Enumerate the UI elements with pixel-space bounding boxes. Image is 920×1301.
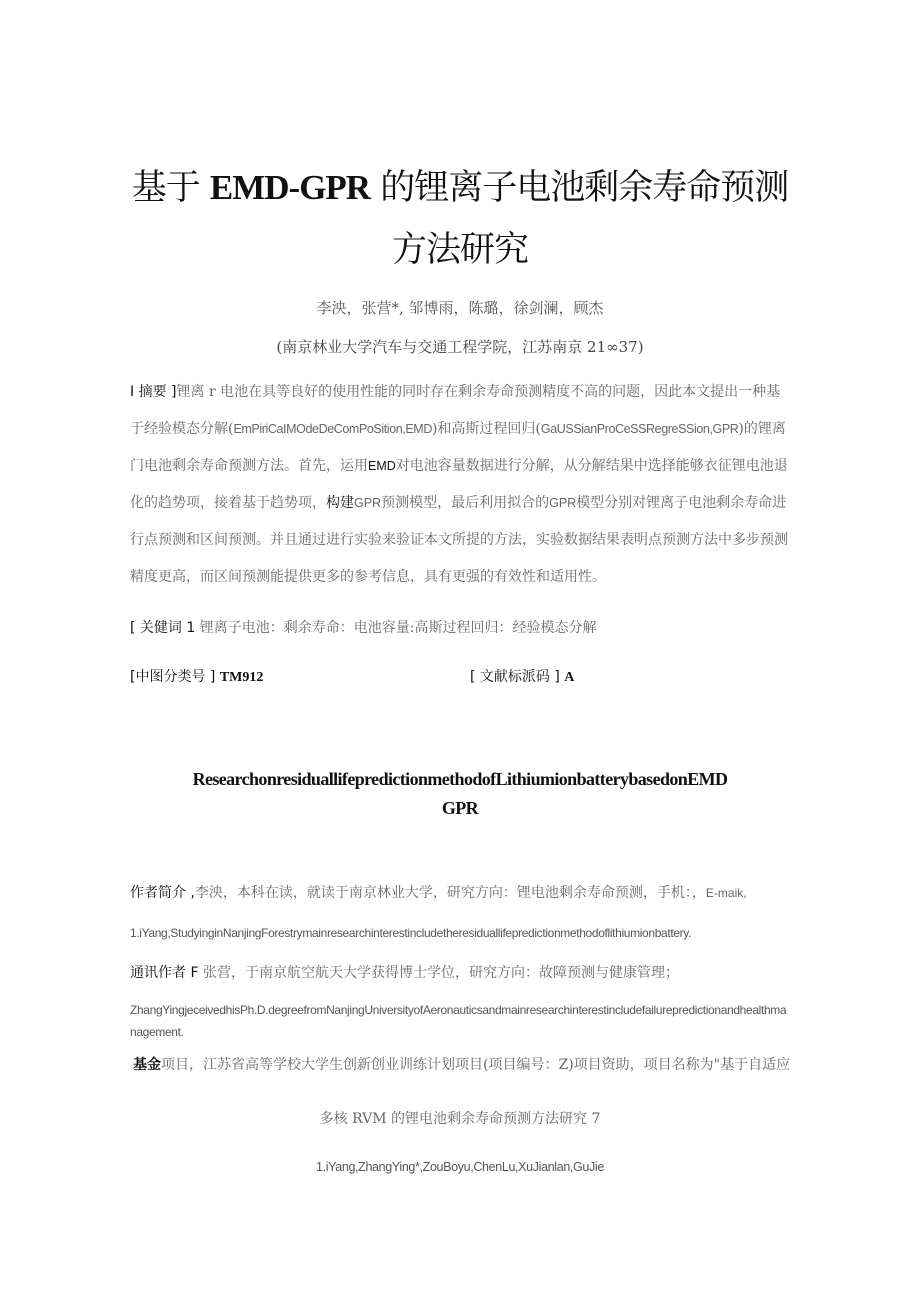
author-intro-en: 1.iYang,StudyinginNanjingForestrymainresearchinterestincludetheresiduallifepredictionmethodoflithiumionbattery.	[130, 926, 692, 940]
title-en-term: EMD-GPR	[209, 168, 371, 207]
fund: 基金项目，江苏省高等学校大学生创新创业训练计划项目(项目编号：Z)项目资助，项目名称为"基于自适应	[133, 1057, 791, 1073]
document-code-label: [ 文献标派码 ]	[470, 669, 560, 685]
paper-title-line2: 方法研究	[391, 230, 528, 270]
title-suffix: 的锂离子电池剩余寿命预测	[380, 168, 789, 208]
author-intro-label: 作者简介 ,	[130, 885, 195, 901]
document-code-value: A	[564, 670, 575, 685]
affiliation: (南京林业大学汽车与交通工程学院，江苏南京 21∞37)	[276, 338, 644, 356]
corresponding-author-en: ZhangYingjeceivedhisPh.D.degreefromNanjingUniversityofAeronauticsandmainresearchinterestincludefailurepredictionandhealthmanagement.	[130, 1003, 787, 1039]
abstract: I 摘要 ]锂离 r 电池在具等良好的使用性能的同时存在剩余寿命预测精度不高的问题，因此本文提出一种基于经验模态分解(EmPiriCaIMOdeDeComPoSition,EMD)和高斯过程回归(GaUSSianProCeSSRegreSSion,GPR)的锂离门电池剩余寿命预测方法。首先，运用EMD对电池容量数据进行分解，从分解结果中选择能够衣征锂电池退化的趋势项，接着基于趋势项，构建GPR预测模型，最后利用拟合的GPR模型分别对锂离子电池剩余寿命进行点预测和区间预测。并且通过进行实验来验证本文所提的方法，实验数据结果表明点预测方法中多步预测精度更高，而区间预测能提供更多的参考信息，具有更强的有效性和适用性。	[130, 384, 788, 585]
author-intro: 作者简介 ,李泱，本科在读，就读于南京林业大学，研究方向：锂电池剩余寿命预测，手机：，E-maik,	[130, 885, 747, 901]
paper-title-line1	[0, 160, 920, 210]
keywords-text: 锂离子电池：剩余寿命：电池容量:高斯过程回归：经验模态分解	[199, 620, 597, 636]
english-title-line1: ResearchonresiduallifepredictionmethodofLithiumionbatterybasedonEMD	[192, 769, 728, 789]
classification-value: TM912	[219, 670, 264, 685]
fund-label-bold: 基金	[133, 1057, 161, 1073]
corresponding-author: 通讯作者 F 张营，于南京航空航天大学获得博士学位，研究方向：故障预测与健康管理；	[130, 965, 679, 981]
corresponding-label: 通讯作者 F	[130, 965, 199, 981]
classification-label: [中图分类号 ]	[130, 669, 216, 685]
abstract-label: I 摘要 ]	[130, 384, 177, 400]
english-authors: 1.iYang,ZhangYing*,ZouBoyu,ChenLu,XuJianlan,GuJie	[316, 1160, 604, 1174]
english-title-line2: GPR	[441, 798, 479, 818]
keywords-label: [ 关健词 1	[130, 620, 196, 636]
classification	[130, 666, 263, 686]
keywords	[130, 617, 596, 637]
fund-line2: 多核 RVM 的锂电池剩余寿命预测方法研究 7	[319, 1111, 601, 1127]
document-code	[470, 666, 574, 686]
author-list: 李泱，张营*, 邹博雨，陈璐，徐剑澜，顾杰	[316, 299, 604, 317]
title-prefix: 基于	[131, 168, 200, 208]
